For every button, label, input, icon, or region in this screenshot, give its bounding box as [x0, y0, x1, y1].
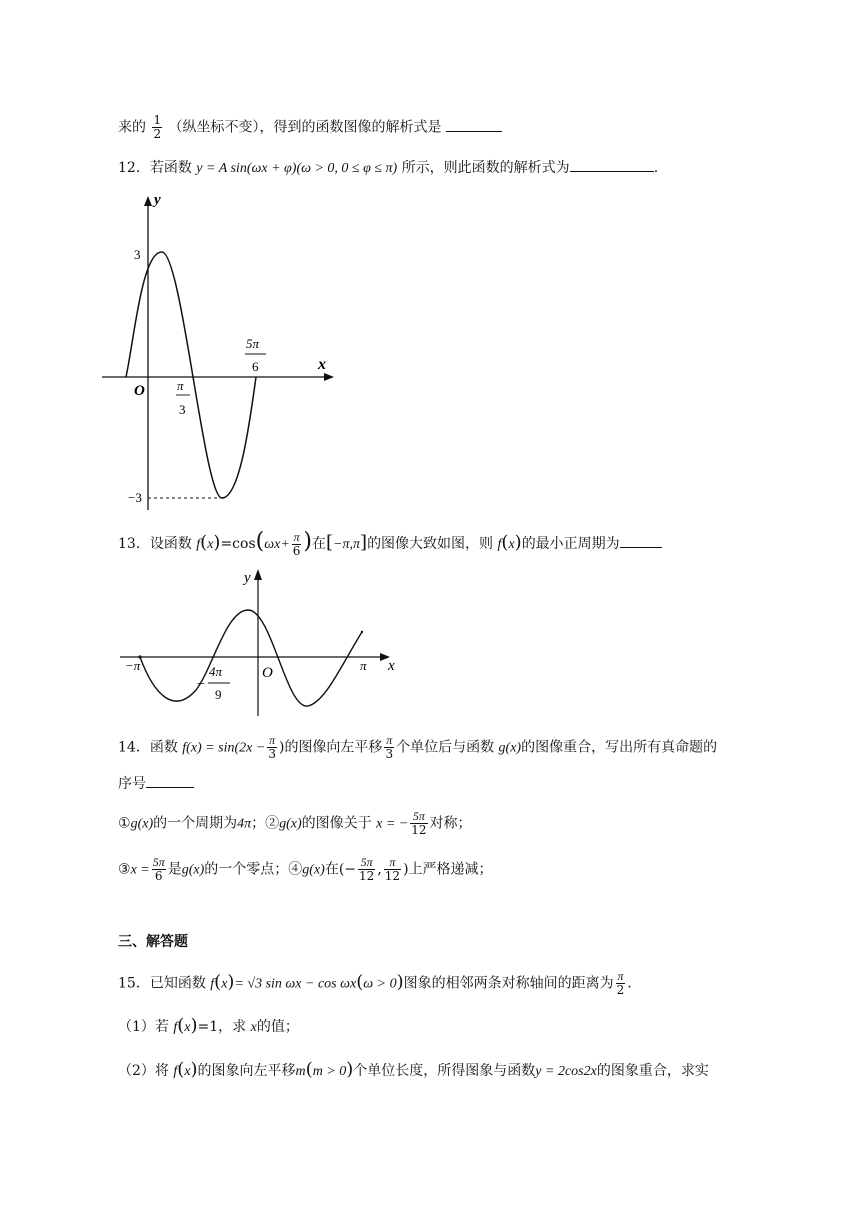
q14-opt3-frac: $\frac{5\pi}{6}$ — [152, 855, 165, 883]
q15-part1-text: =1，求 — [197, 1019, 251, 1035]
q13-x-2: x — [508, 537, 515, 552]
q14-opt4-frac-2: $\frac{\pi}{12}$ — [384, 855, 401, 883]
q12-text-2: 所示，则此函数的解析式为 — [397, 160, 570, 176]
q14-answer-blank[interactable] — [146, 773, 194, 788]
q15-part2-tail: 的图象重合，求实 — [596, 1063, 709, 1079]
q13-paren-big-r: ) — [303, 529, 313, 554]
q15-m-cond: m > 0 — [312, 1064, 347, 1079]
q15-text: 已知函数 — [149, 975, 211, 992]
q15-cond-r: ) — [396, 971, 404, 993]
q15-line-2 — [118, 1014, 299, 1040]
q13-tick-sign: − — [197, 677, 205, 692]
q14-opt2-mark: ；② — [251, 815, 280, 832]
q14-opt2-text: 的图像关于 — [301, 815, 377, 832]
q12-tick-3: 3 — [134, 247, 141, 262]
q15-m-paren-r: ) — [346, 1059, 354, 1080]
q14-opt2-x: x = − — [376, 816, 409, 832]
q13-text-3: 的图像大致如图，则 — [367, 536, 498, 552]
q11-text: 来的 — [118, 119, 146, 136]
q13-x: x — [207, 537, 214, 552]
q13-paren2-l: ( — [501, 532, 509, 553]
q13-bracket-r: ] — [360, 532, 368, 553]
q15-frac: $\frac{\pi}{2}$ — [616, 969, 625, 997]
q15-end: . — [627, 975, 632, 992]
q15-p2-paren-l: ( — [177, 1059, 185, 1080]
q13-answer-blank[interactable] — [620, 533, 662, 548]
q12-line — [118, 156, 658, 181]
q13-tick-num: 4π — [209, 664, 223, 679]
q13-paren-r: ) — [213, 532, 221, 553]
q15-paren-l: ( — [214, 971, 222, 993]
q11-answer-blank[interactable] — [446, 117, 502, 132]
q13-tick-neg-pi: −π — [125, 658, 141, 673]
q14-text-2: 的图像向左平移 — [284, 739, 383, 756]
q14-opt4-comma: , — [377, 861, 382, 878]
q13-paren-l: ( — [200, 532, 208, 553]
q15-x: x — [221, 976, 228, 992]
q12-number: 12． — [118, 160, 150, 176]
q14-text-3: 个单位后与函数 — [396, 739, 499, 756]
q14-line-3 — [118, 810, 472, 837]
q12-answer-blank[interactable] — [570, 157, 654, 172]
q13-paren2-r: ) — [514, 532, 522, 553]
q14-g-2: g(x) — [130, 816, 154, 832]
q13-x-label: x — [388, 658, 395, 674]
q13-text-4: 的最小正周期为 — [521, 536, 620, 552]
q14-frac-1: $\frac{\pi}{3}$ — [268, 733, 276, 761]
q15-expr: = √3 sin ωx − cos ωx — [234, 976, 357, 992]
q13-eq: =cos — [220, 536, 256, 552]
q15-p1-paren-r: ) — [190, 1015, 198, 1036]
q14-line-2 — [118, 772, 194, 796]
q12-graph — [96, 186, 346, 512]
q11-text-tail: （纵坐标不变），得到的函数图像的解析式是 — [168, 119, 442, 136]
q14-frac-2: $\frac{\pi}{3}$ — [385, 733, 394, 761]
q13-text: 设函数 — [149, 536, 197, 552]
q15-text-2: 图象的相邻两条对称轴间的距离为 — [403, 975, 614, 992]
q12-formula: y = A sin(ωx + φ)(ω > 0, 0 ≤ φ ≤ π) — [196, 161, 398, 176]
q14-opt1-mark: ① — [118, 815, 131, 832]
q15-x-3: x — [250, 1020, 257, 1035]
q13-endpoint-right — [361, 631, 363, 633]
q11-fraction: $\frac{1}{2}$ — [153, 113, 162, 141]
q14-opt3-x: x = — [130, 862, 150, 878]
q15-cond-l: ( — [356, 971, 364, 993]
q14-fexpr: f(x) = sin(2x − — [182, 740, 266, 756]
q13-curve — [140, 610, 362, 706]
q13-wx: ωx+ — [264, 537, 290, 552]
q11-line — [118, 114, 502, 141]
q14-opt4-mark: 的一个零点；④ — [204, 861, 303, 878]
q12-y-arrow — [144, 196, 152, 206]
q12-y-label: y — [154, 192, 161, 208]
q15-part2-label: （2）将 — [118, 1063, 174, 1079]
q14-opt2-frac: $\frac{5\pi}{12}$ — [411, 809, 427, 837]
q15-f-3: f — [173, 1064, 178, 1079]
section-heading: 三、解答题 — [118, 934, 188, 950]
q15-p2-paren-r: ) — [190, 1059, 198, 1080]
q15-part2-text: 的图象向左平移 — [197, 1063, 296, 1079]
q13-tick-pi: π — [360, 658, 367, 673]
q12-x-arrow — [324, 373, 334, 381]
q14-opt2-tail: 对称； — [429, 815, 472, 832]
q13-y-arrow — [254, 569, 262, 580]
q15-part2-text-2: 个单位长度，所得图象与函数 — [353, 1063, 536, 1079]
q13-text-2: 在 — [312, 536, 327, 552]
q12-origin: O — [134, 383, 145, 399]
q15-m: m — [295, 1064, 306, 1079]
q14-opt4-tail: )上严格递减； — [403, 861, 493, 878]
q14-g-5: g(x) — [302, 862, 325, 878]
q14-line-1 — [118, 734, 717, 761]
q13-bracket-l: [ — [326, 532, 334, 553]
q14-opt4-text: 在(− — [324, 861, 357, 878]
q12-x-label: x — [318, 356, 326, 373]
q14-g-4: g(x) — [181, 862, 205, 878]
q15-f-2: f — [173, 1020, 178, 1035]
q14-opt1-text: 的一个周期为 — [153, 815, 238, 832]
q14-opt4-frac-1: $\frac{5\pi}{12}$ — [359, 855, 375, 883]
q12-tick-5pi6-num: 5π — [246, 336, 260, 351]
q12-tick-5pi6-den: 6 — [252, 359, 259, 374]
q13-origin: O — [262, 665, 273, 681]
q15-part2-expr: y = 2cos2x — [535, 1064, 597, 1079]
q14-close: ) — [278, 739, 285, 756]
q13-interval: −π,π — [333, 537, 361, 552]
q13-frac: $\frac{\pi}{6}$ — [292, 529, 301, 558]
q12-tick-neg3: −3 — [128, 490, 142, 505]
q15-m-paren-l: ( — [305, 1059, 313, 1080]
q13-tick-den: 9 — [215, 687, 222, 702]
q15-cond: ω > 0 — [363, 976, 397, 992]
q13-paren-big-l: ( — [255, 529, 265, 554]
q14-opt3-text: 是 — [167, 861, 182, 878]
q12-tick-pi3-den: 3 — [179, 402, 186, 417]
q14-opt1-period: 4π — [237, 816, 252, 832]
q14-text: 函数 — [149, 739, 183, 756]
q15-paren-r: ) — [227, 971, 235, 993]
q13-f: f — [196, 537, 201, 552]
q13-line — [118, 530, 662, 558]
q13-number: 13． — [118, 536, 150, 552]
q13-y-label: y — [244, 570, 251, 586]
q14-opt3-mark: ③ — [118, 861, 131, 878]
q15-line-1 — [118, 970, 632, 997]
q14-line-4 — [118, 856, 493, 883]
q15-part1-label: （1）若 — [118, 1019, 174, 1035]
q13-graph — [116, 564, 406, 720]
q15-f: f — [210, 976, 215, 992]
q12-end: . — [653, 160, 659, 176]
q15-p1-paren-l: ( — [177, 1015, 185, 1036]
q15-line-3 — [118, 1058, 709, 1084]
q14-g-3: g(x) — [279, 816, 302, 832]
q12-tick-pi3-num: π — [177, 378, 184, 393]
q13-f-2: f — [497, 537, 502, 552]
q12-text: 若函数 — [149, 160, 197, 176]
q15-part1-tail: 的值； — [256, 1019, 299, 1035]
q15-x-4: x — [184, 1064, 191, 1079]
q14-text-5: 序号 — [118, 776, 146, 792]
q14-text-4: 的图像重合，写出所有真命题的 — [521, 739, 718, 756]
q15-x-2: x — [184, 1020, 191, 1035]
q12-curve — [126, 252, 256, 498]
q14-number: 14． — [118, 739, 150, 756]
q14-g: g(x) — [498, 740, 522, 756]
q15-number: 15． — [118, 975, 150, 992]
